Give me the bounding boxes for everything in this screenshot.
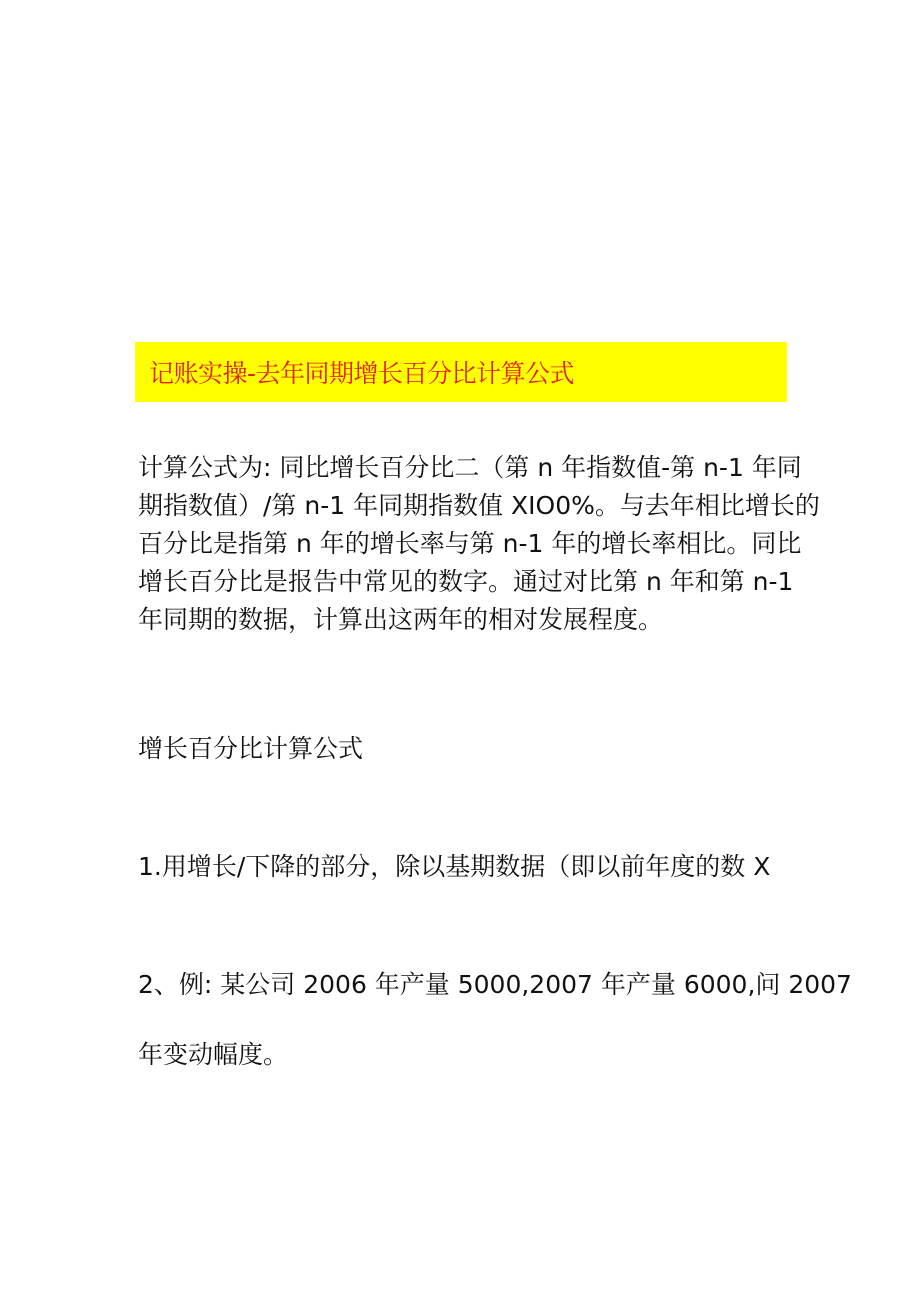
- intro-line: 百分比是指第 n 年的增长率与第 n-1 年的增长率相比。同比: [138, 529, 802, 558]
- intro-line: 年同期的数据，计算出这两年的相对发展程度。: [138, 605, 664, 634]
- intro-paragraph: [138, 449, 820, 639]
- title-banner: [135, 342, 787, 402]
- intro-line: 增长百分比是报告中常见的数字。通过对比第 n 年和第 n-1: [138, 567, 794, 596]
- list-item-1: 1.用增长/下降的部分，除以基期数据（即以前年度的数 X: [138, 852, 771, 881]
- list-item-2-continued: 年变动幅度。: [138, 1040, 289, 1069]
- section-heading: 增长百分比计算公式: [138, 734, 364, 763]
- intro-line: 期指数值）/第 n-1 年同期指数值 XIO0%。与去年相比增长的: [138, 491, 820, 520]
- document-title: 记账实操-去年同期增长百分比计算公式: [149, 359, 575, 388]
- intro-line: 计算公式为: 同比增长百分比二（第 n 年指数值-第 n-1 年同: [138, 453, 802, 482]
- list-item-2: 2、例: 某公司 2006 年产量 5000,2007 年产量 6000,问 2007: [138, 970, 852, 999]
